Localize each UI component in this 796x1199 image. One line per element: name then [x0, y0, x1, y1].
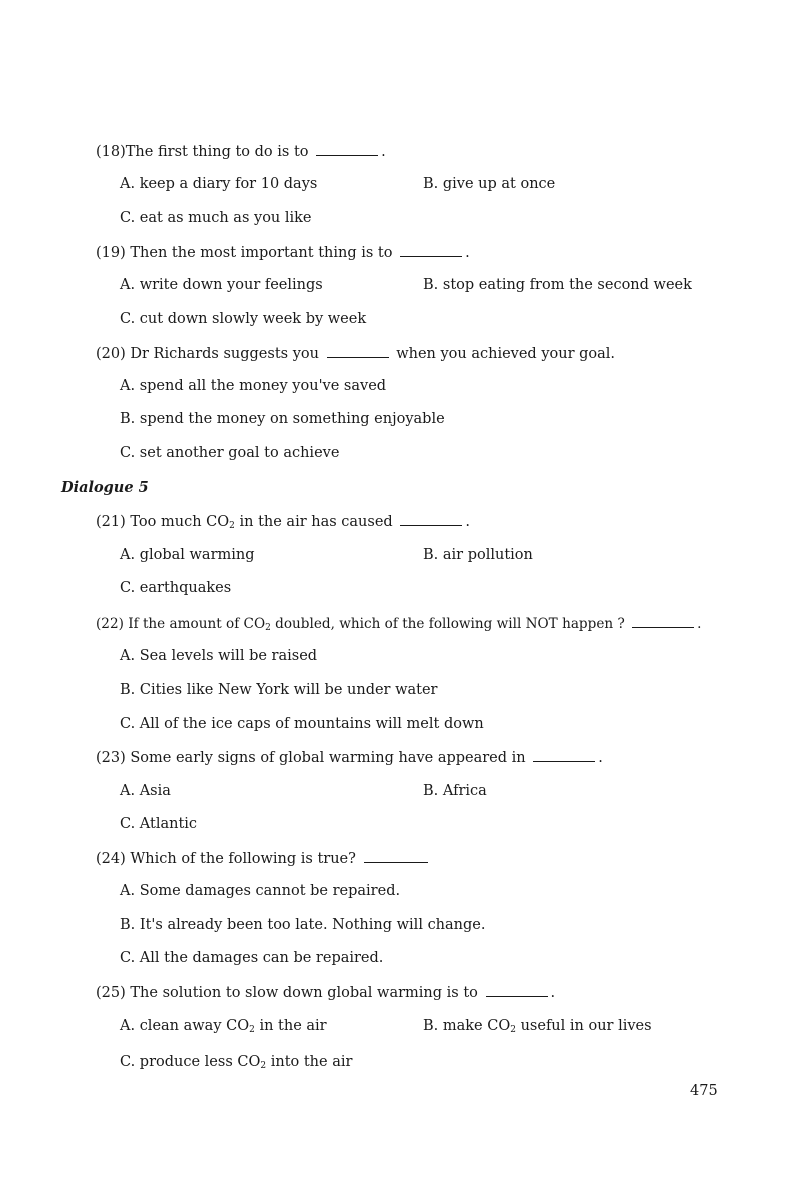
option-a: A. write down your feelings [120, 277, 323, 293]
option-c: C. Atlantic [120, 816, 198, 832]
question-stem: Which of the following is true? [130, 851, 356, 867]
subscript: 2 [249, 1025, 255, 1035]
option-c [120, 1054, 352, 1070]
option-text: C. produce less CO [120, 1054, 261, 1070]
question-stem: The solution to slow down global warming is to [130, 985, 478, 1001]
question-21 [96, 513, 470, 530]
question-23 [96, 749, 603, 766]
option-text: A. clean away CO [120, 1018, 250, 1034]
question-end: . [598, 750, 603, 766]
answer-blank [400, 513, 462, 526]
question-stem-after: doubled, which of the following will NOT happen ? [270, 616, 625, 632]
option-c: C. All the damages can be repaired. [120, 950, 384, 966]
option-b: B. air pollution [423, 547, 533, 563]
option-b: B. stop eating from the second week [423, 277, 692, 293]
question-number: (25) [96, 985, 126, 1001]
option-c: C. set another goal to achieve [120, 445, 340, 461]
answer-blank [533, 749, 595, 762]
subscript: 2 [229, 521, 235, 531]
subscript: 2 [510, 1025, 516, 1035]
question-number: (18) [96, 144, 126, 160]
question-20 [96, 345, 615, 362]
option-c: C. eat as much as you like [120, 210, 312, 226]
question-stem: Some early signs of global warming have appeared in [130, 750, 526, 766]
option-c: C. All of the ice caps of mountains will melt down [120, 716, 484, 732]
question-number: (22) [96, 616, 124, 632]
option-a: A. Sea levels will be raised [120, 648, 318, 664]
answer-blank [316, 143, 378, 156]
question-number: (19) [96, 245, 126, 261]
question-stem: If the amount of CO [128, 616, 266, 632]
option-a: A. spend all the money you've saved [120, 378, 387, 394]
option-a: A. keep a diary for 10 days [120, 176, 318, 192]
option-b: B. Africa [423, 783, 487, 799]
question-stem: The first thing to do is to [125, 144, 309, 160]
question-stem-after: in the air has caused [234, 514, 393, 530]
question-stem-after: when you achieved your goal. [396, 346, 616, 362]
option-b: B. spend the money on something enjoyable [120, 411, 445, 427]
option-a [120, 1018, 327, 1034]
question-number: (23) [96, 750, 126, 766]
option-text-after: into the air [266, 1054, 353, 1070]
option-c: C. cut down slowly week by week [120, 311, 367, 327]
answer-blank [632, 615, 694, 628]
question-18 [96, 143, 386, 160]
option-a: A. global warming [120, 547, 255, 563]
question-stem: Dr Richards suggests you [130, 346, 319, 362]
option-text-after: useful in our lives [515, 1018, 652, 1034]
question-end: . [697, 616, 702, 632]
question-number: (24) [96, 851, 126, 867]
question-25 [96, 984, 555, 1001]
section-heading: Dialogue 5 [61, 479, 149, 496]
option-a: A. Some damages cannot be repaired. [120, 883, 401, 899]
question-22 [96, 615, 701, 632]
question-24 [96, 850, 431, 867]
option-text-after: in the air [254, 1018, 327, 1034]
answer-blank [364, 850, 428, 863]
question-number: (21) [96, 514, 126, 530]
answer-blank [327, 345, 389, 358]
answer-blank [486, 984, 548, 997]
option-c: C. earthquakes [120, 580, 232, 596]
option-a: A. Asia [120, 783, 171, 799]
answer-blank [400, 244, 462, 257]
question-end: . [550, 985, 556, 1001]
question-19 [96, 244, 470, 261]
page-number: 475 [690, 1083, 718, 1099]
option-b: B. Cities like New York will be under water [120, 682, 438, 698]
option-text: B. make CO [423, 1018, 511, 1034]
question-end: . [465, 514, 470, 530]
subscript: 2 [260, 1061, 267, 1071]
option-b [423, 1018, 652, 1034]
question-number: (20) [96, 346, 126, 362]
question-stem: Then the most important thing is to [130, 245, 393, 261]
subscript: 2 [265, 623, 271, 633]
question-end: . [465, 245, 470, 261]
option-b: B. It's already been too late. Nothing will change. [120, 917, 486, 933]
option-b: B. give up at once [423, 176, 556, 192]
question-end: . [381, 144, 386, 160]
question-stem: Too much CO [130, 514, 230, 530]
